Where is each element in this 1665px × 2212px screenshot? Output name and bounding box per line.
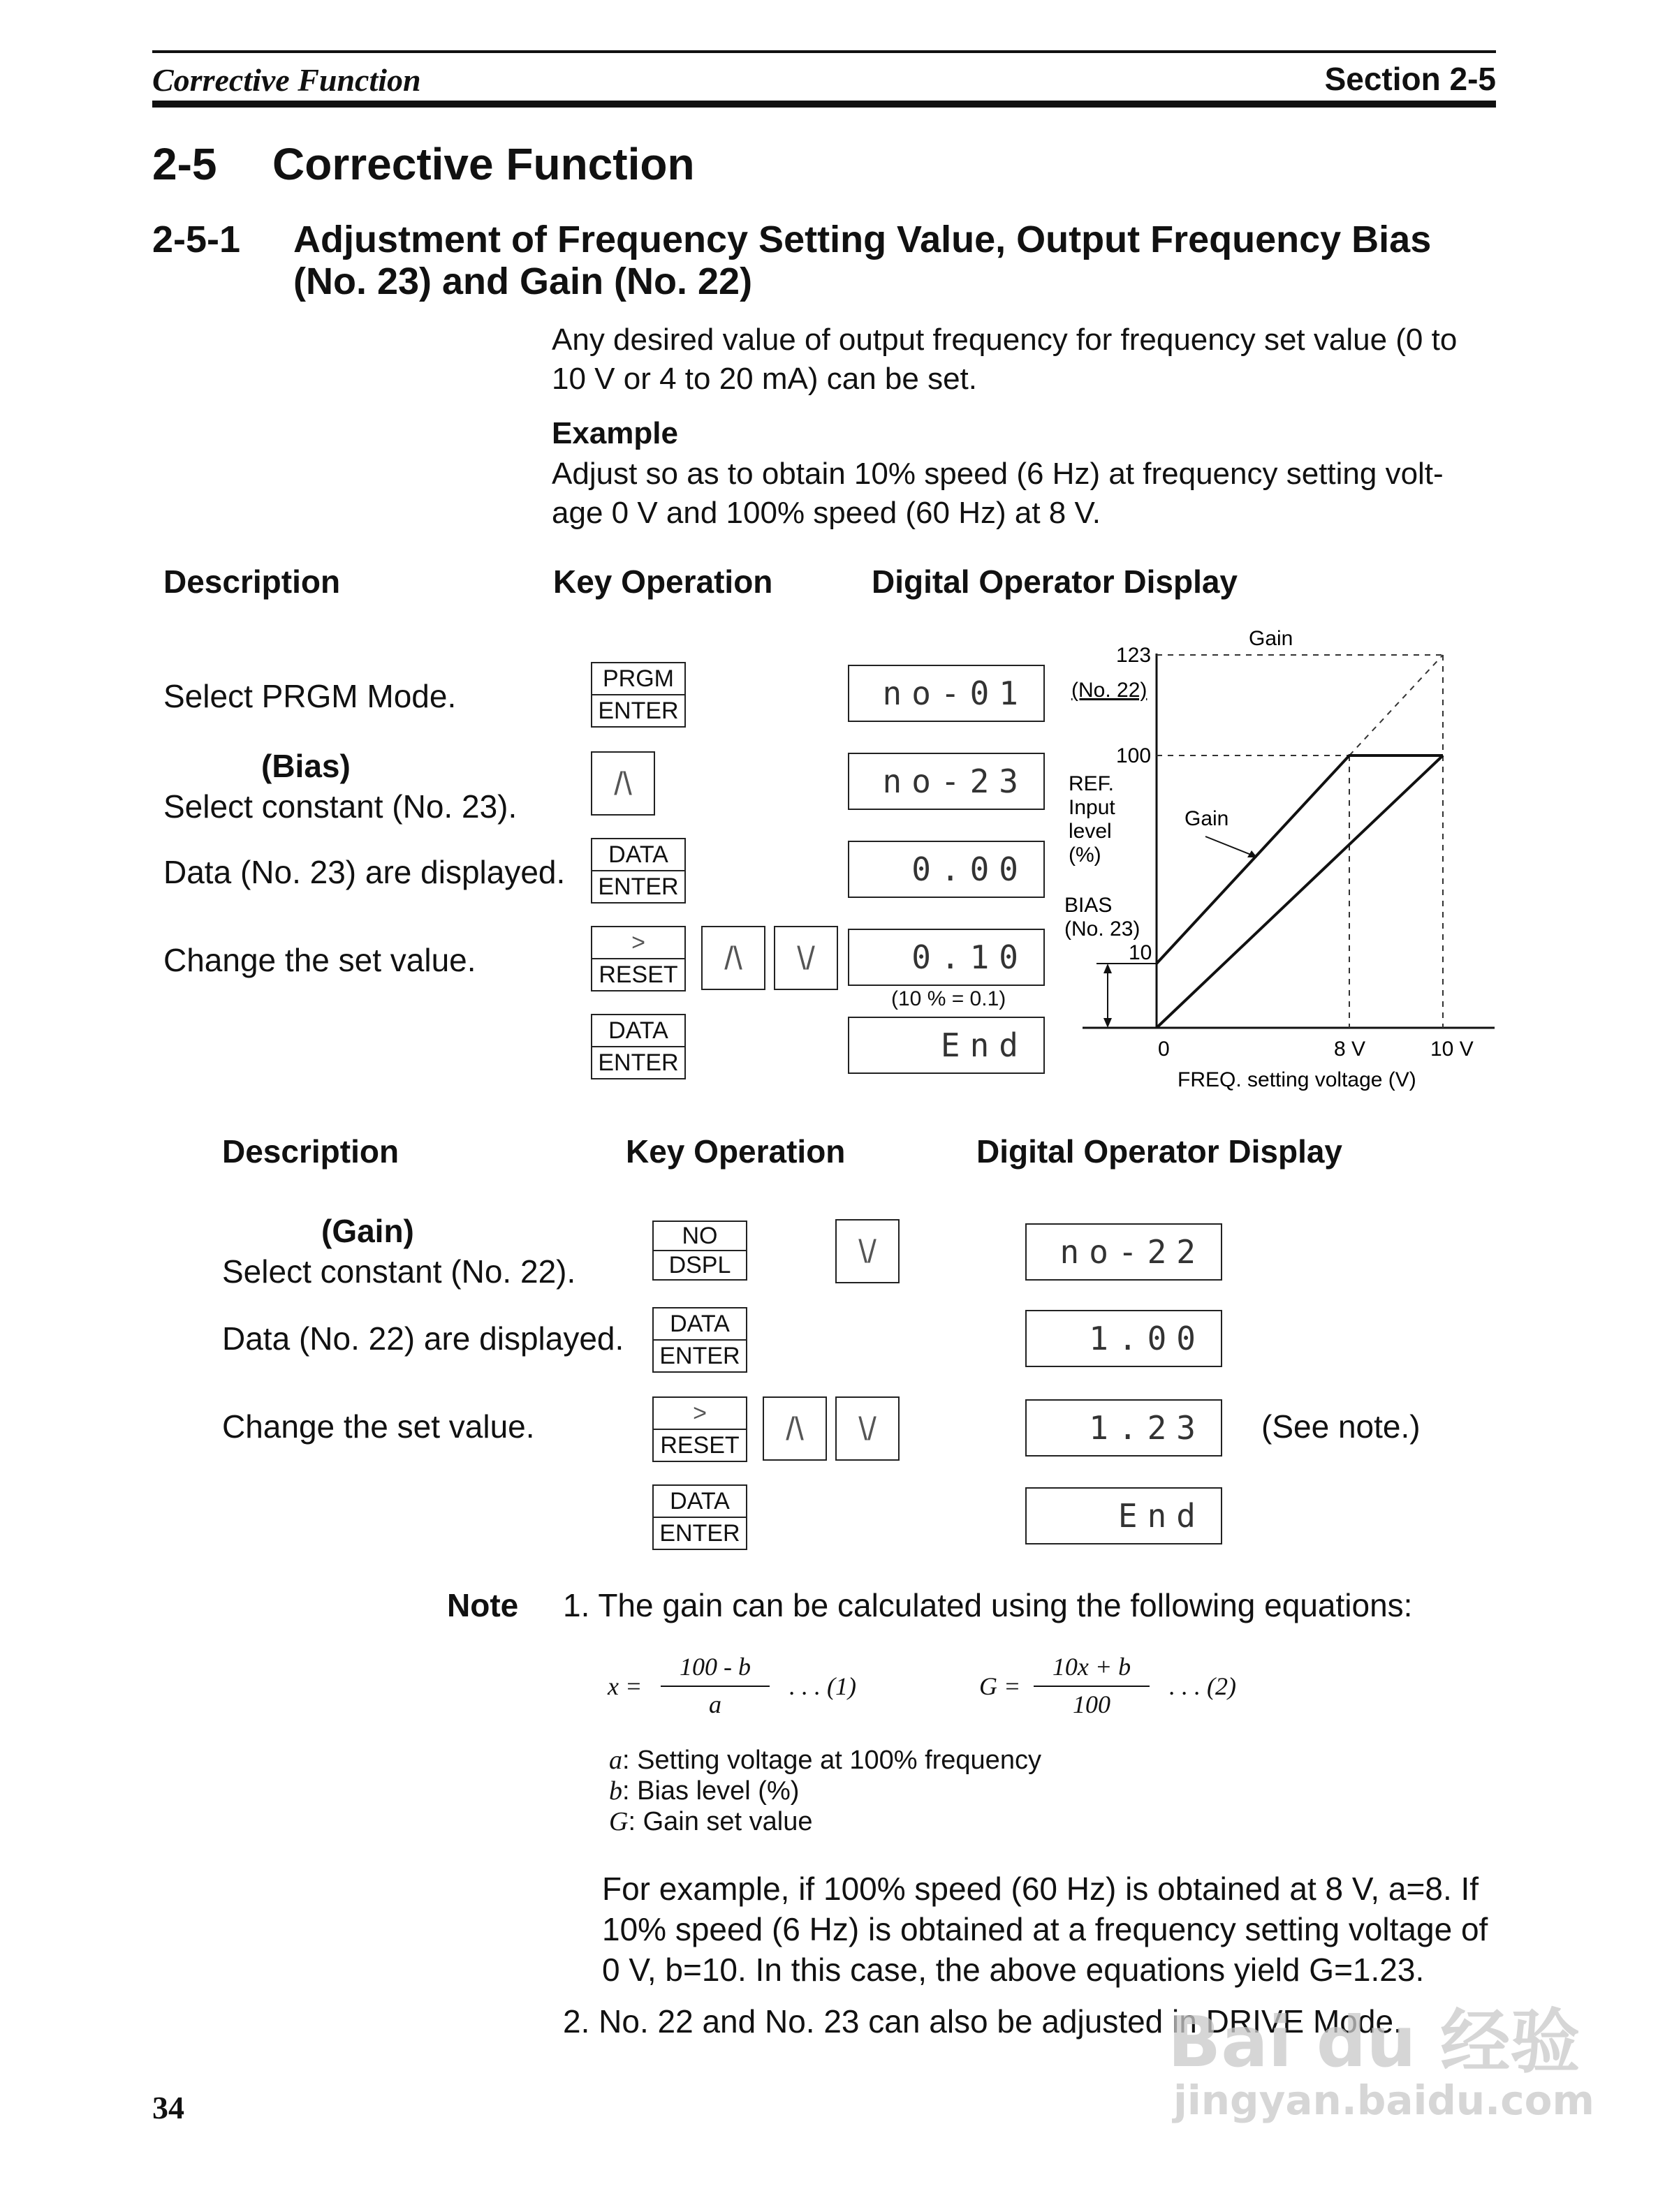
key-top-label: DATA	[654, 1486, 746, 1518]
graph-x-title: FREQ. setting voltage (V)	[1178, 1068, 1416, 1091]
no-dspl-key[interactable]	[652, 1221, 747, 1281]
legend-b-text: : Bias level (%)	[622, 1776, 800, 1806]
gain-display-1: no-22	[1025, 1223, 1222, 1281]
note-example-line2: 10% speed (6 Hz) is obtained at a frequency setting voltage of	[602, 1911, 1488, 1947]
eq1-lhs: x =	[608, 1672, 643, 1700]
bias-display-note: (10 % = 0.1)	[891, 987, 1006, 1010]
graph-bias-2: (No. 23)	[1064, 917, 1140, 941]
key-bottom-label: DSPL	[668, 1252, 731, 1278]
graph-ref-2: Input	[1069, 796, 1115, 819]
legend-a-symbol: a	[609, 1746, 622, 1775]
gain-row1-desc: Select constant (No. 22).	[222, 1253, 576, 1290]
legend-b	[609, 1775, 799, 1807]
graph-y-no22: (No. 22)	[1071, 679, 1147, 702]
key-bottom-label: ENTER	[598, 698, 679, 724]
key-bottom-label: RESET	[599, 961, 678, 988]
note-label: Note	[447, 1587, 519, 1623]
bias-col-key: Key Operation	[553, 563, 773, 600]
bias-col-description: Description	[163, 563, 341, 600]
legend-g-text: : Gain set value	[628, 1807, 813, 1836]
eq1-denominator: a	[709, 1690, 721, 1718]
watermark-brand: Bai du 经验	[1168, 2001, 1580, 2083]
key-bottom-label: RESET	[660, 1432, 740, 1459]
bias-display-1: no-01	[848, 665, 1045, 722]
key-top-label: DATA	[654, 1308, 746, 1341]
gain-display-4: End	[1025, 1487, 1222, 1544]
graph-x-0: 0	[1158, 1038, 1170, 1061]
shift-reset-key[interactable]	[652, 1396, 747, 1462]
bias-col-display: Digital Operator Display	[872, 563, 1238, 600]
header-top-rule	[152, 50, 1496, 53]
intro-line1: Any desired value of output frequency for frequency set value (0 to	[552, 323, 1458, 357]
example-line1: Adjust so as to obtain 10% speed (6 Hz) at frequency setting volt-	[552, 457, 1444, 491]
bias-display-2: no-23	[848, 753, 1045, 810]
prgm-enter-key[interactable]	[591, 662, 686, 728]
intro-line2: 10 V or 4 to 20 mA) can be set.	[552, 362, 977, 396]
eq2-numerator: 10x + b	[1052, 1653, 1131, 1681]
up-arrow-key[interactable]: /\	[701, 926, 765, 990]
gain-curve	[1157, 755, 1443, 964]
note-example-line3: 0 V, b=10. In this case, the above equations yield G=1.23.	[602, 1952, 1425, 1988]
bias-row2-desc: Select constant (No. 23).	[163, 788, 518, 825]
up-arrow-key[interactable]: /\	[591, 751, 655, 816]
page-number: 34	[152, 2090, 184, 2125]
data-enter-key[interactable]	[652, 1307, 747, 1373]
graph-y-100: 100	[1116, 744, 1152, 767]
subsection-number: 2-5-1	[152, 219, 241, 260]
bias-display-4: 0.10	[848, 929, 1045, 986]
note-item1: 1. The gain can be calculated using the following equations:	[563, 1587, 1413, 1623]
header-bottom-rule	[152, 101, 1496, 108]
graph-x-8v: 8 V	[1334, 1038, 1366, 1061]
guide-gain-dashed	[1349, 655, 1443, 755]
key-top-label: PRGM	[592, 663, 684, 695]
graph-ref-3: level	[1069, 820, 1112, 843]
legend-a	[609, 1744, 1041, 1776]
key-bottom-label: ENTER	[659, 1520, 740, 1547]
legend-a-text: : Setting voltage at 100% frequency	[622, 1746, 1041, 1775]
gain-group-label: (Gain)	[321, 1213, 414, 1249]
eq2-fraction-bar	[1034, 1686, 1150, 1687]
graph-x-10v: 10 V	[1430, 1038, 1474, 1061]
see-note-label: (See note.)	[1261, 1408, 1421, 1445]
key-bottom-label: ENTER	[598, 873, 679, 900]
graph-ref-1: REF.	[1069, 772, 1115, 795]
data-enter-key[interactable]	[591, 838, 686, 904]
bias-row1-desc: Select PRGM Mode.	[163, 678, 457, 714]
key-top-label: >	[592, 927, 684, 959]
down-arrow-key[interactable]: \/	[835, 1219, 900, 1283]
graph-y-10: 10	[1129, 941, 1152, 964]
key-top-label: DATA	[592, 839, 684, 871]
up-arrow-key[interactable]: /\	[763, 1396, 827, 1461]
eq1-fraction-bar	[661, 1686, 770, 1687]
data-enter-key[interactable]	[591, 1014, 686, 1079]
bias-display-3: 0.00	[848, 841, 1045, 898]
eq2-tag: . . . (2)	[1169, 1672, 1236, 1700]
section-number: 2-5	[152, 139, 217, 189]
key-top-label: DATA	[592, 1015, 684, 1047]
down-arrow-key[interactable]: \/	[774, 926, 838, 990]
eq2-denominator: 100	[1073, 1690, 1110, 1718]
legend-g	[609, 1806, 813, 1838]
gain-leader	[1205, 836, 1254, 856]
graph-ref-4: (%)	[1069, 843, 1101, 867]
down-arrow-key[interactable]: \/	[835, 1396, 900, 1461]
header-left: Corrective Function	[152, 62, 421, 98]
example-label: Example	[552, 416, 678, 450]
eq1-numerator: 100 - b	[680, 1653, 751, 1681]
graph-bias-1: BIAS	[1064, 894, 1113, 917]
gain-display-3: 1.23	[1025, 1399, 1222, 1457]
eq2-lhs: G =	[979, 1672, 1021, 1700]
key-top-label: >	[654, 1398, 746, 1430]
gain-col-display: Digital Operator Display	[976, 1133, 1343, 1170]
original-curve	[1157, 755, 1443, 1028]
gain-row3-desc: Change the set value.	[222, 1408, 535, 1445]
bias-row4-desc: Change the set value.	[163, 942, 476, 978]
bias-gain-graph	[1048, 614, 1509, 1103]
gain-col-key: Key Operation	[626, 1133, 846, 1170]
legend-b-symbol: b	[609, 1776, 622, 1806]
bias-arrow-down	[1103, 1018, 1112, 1028]
eq1-tag: . . . (1)	[789, 1672, 856, 1700]
bias-arrow-up	[1103, 964, 1112, 973]
legend-g-symbol: G	[609, 1807, 629, 1836]
key-bottom-label: ENTER	[598, 1049, 679, 1076]
gain-col-description: Description	[222, 1133, 399, 1170]
shift-reset-key[interactable]	[591, 926, 686, 991]
section-title: Corrective Function	[272, 139, 695, 189]
key-bottom-label: ENTER	[659, 1343, 740, 1369]
graph-gain-top: Gain	[1249, 627, 1293, 650]
graph-gain-mid: Gain	[1184, 807, 1229, 830]
gain-display-2: 1.00	[1025, 1310, 1222, 1367]
watermark-url: jingyan.baidu.com	[1173, 2077, 1594, 2124]
subsection-title-line1: Adjustment of Frequency Setting Value, Output Frequency Bias	[293, 219, 1432, 260]
gain-row2-desc: Data (No. 22) are displayed.	[222, 1320, 624, 1357]
note-example-line1: For example, if 100% speed (60 Hz) is obtained at 8 V, a=8. If	[602, 1871, 1479, 1907]
example-line2: age 0 V and 100% speed (60 Hz) at 8 V.	[552, 496, 1101, 530]
bias-group-label: (Bias)	[261, 748, 351, 784]
data-enter-key[interactable]	[652, 1484, 747, 1550]
header-right: Section 2-5	[1324, 61, 1496, 97]
bias-display-5: End	[848, 1017, 1045, 1074]
note-item2: 2. No. 22 and No. 23 can also be adjusted in DRIVE Mode.	[563, 2003, 1402, 2040]
graph-y-123: 123	[1116, 644, 1152, 667]
key-top-label: NO	[654, 1222, 746, 1251]
bias-row3-desc: Data (No. 23) are displayed.	[163, 854, 566, 890]
subsection-title-line2: (No. 23) and Gain (No. 22)	[293, 260, 753, 302]
